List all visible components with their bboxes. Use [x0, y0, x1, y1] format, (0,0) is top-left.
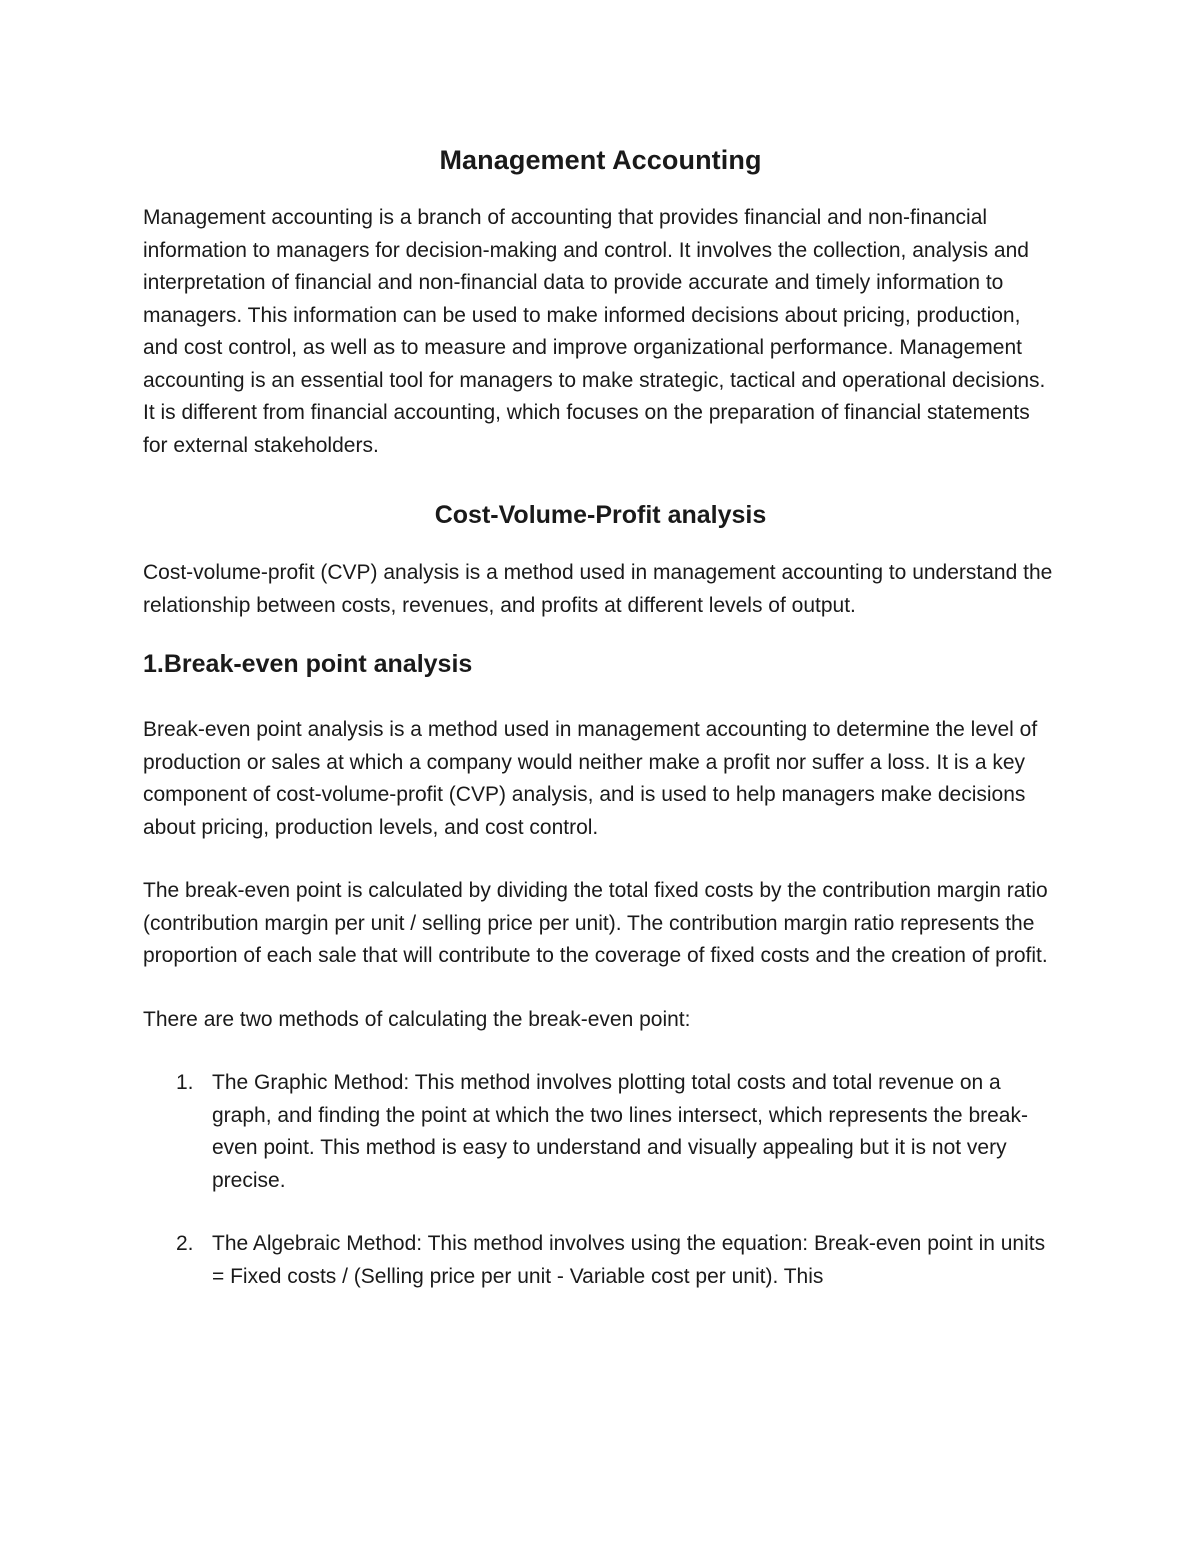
document-content	[143, 138, 1058, 1293]
methods-intro: There are two methods of calculating the break-even point:	[143, 1007, 691, 1031]
methods-list	[143, 1067, 1058, 1293]
list-item-text: The Algebraic Method: This method involves using the equation: Break-even point in units = Fixed costs / (Selling price per unit - Variable cost per unit). This	[212, 1232, 1046, 1288]
bep-heading: 1.Break-even point analysis	[143, 650, 473, 678]
list-item-text: The Graphic Method: This method involves plotting total costs and total revenue on a graph, and finding the point at which the two lines intersect, which represents the break-even point. This method is easy to understand and visually appealing but it is not very precise.	[212, 1071, 1028, 1192]
cvp-paragraph: Cost-volume-profit (CVP) analysis is a method used in management accounting to understand the relationship between costs, revenues, and profits at different levels of output.	[143, 561, 1053, 617]
cvp-heading: Cost-Volume-Profit analysis	[434, 501, 767, 529]
list-item	[143, 1067, 1058, 1197]
list-item	[143, 1228, 1058, 1293]
document-title: Management Accounting	[439, 145, 762, 175]
bep-paragraph-1: Break-even point analysis is a method used in management accounting to determine the level of production or sales at which a company would neither make a profit nor suffer a loss. It is a key component of cost-volume-profit (CVP) analysis, and is used to help managers make decisions about pricing, production levels, and cost control.	[143, 718, 1038, 839]
list-item-number: 2.	[176, 1232, 194, 1255]
bep-paragraph-2: The break-even point is calculated by dividing the total fixed costs by the contribution margin ratio (contribution margin per unit / selling price per unit). The contribution margin ratio represents the proportion of each sale that will contribute to the coverage of fixed costs and the creation of profit.	[143, 879, 1048, 967]
intro-paragraph: Management accounting is a branch of accounting that provides financial and non-financial information to managers for decision-making and control. It involves the collection, analysis and interpretation of financial and non-financial data to provide accurate and timely information to managers. This information can be used to make informed decisions about pricing, production, and cost control, as well as to measure and improve organizational performance. Management accounting is an essential tool for managers to make strategic, tactical and operational decisions. It is different from financial accounting, which focuses on the preparation of financial statements for external stakeholders.	[143, 206, 1046, 457]
list-item-number: 1.	[176, 1071, 194, 1094]
